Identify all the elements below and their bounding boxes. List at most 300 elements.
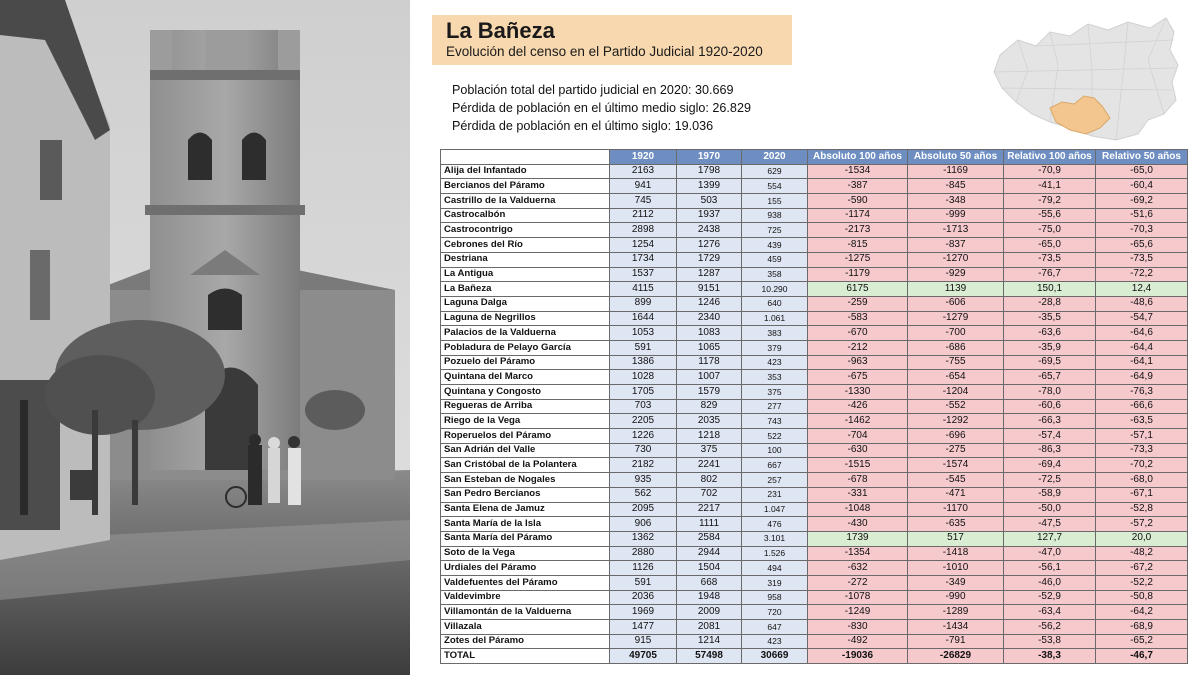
population-1970-cell: 1729 — [677, 252, 742, 267]
change-rel50-cell: -65,0 — [1096, 164, 1188, 179]
population-1970-cell: 2081 — [677, 620, 742, 635]
population-1970-cell: 1276 — [677, 238, 742, 253]
population-1970-cell: 2035 — [677, 414, 742, 429]
column-header: 1970 — [677, 150, 742, 165]
change-rel50-cell: -50,8 — [1096, 590, 1188, 605]
population-2020-cell: 30669 — [742, 649, 808, 664]
change-rel50-cell: -68,9 — [1096, 620, 1188, 635]
change-rel100-cell: -46,0 — [1004, 575, 1096, 590]
population-1920-cell: 906 — [610, 517, 677, 532]
change-abs100-cell: -19036 — [808, 649, 908, 664]
change-abs50-cell: -1279 — [908, 311, 1004, 326]
province-locator-map — [988, 10, 1183, 145]
population-1920-cell: 1028 — [610, 370, 677, 385]
change-rel50-cell: -63,5 — [1096, 414, 1188, 429]
change-abs100-cell: -1534 — [808, 164, 908, 179]
population-1920-cell: 49705 — [610, 649, 677, 664]
change-rel50-cell: -68,0 — [1096, 473, 1188, 488]
change-rel50-cell: -73,5 — [1096, 252, 1188, 267]
population-1920-cell: 1362 — [610, 531, 677, 546]
change-rel100-cell: -52,9 — [1004, 590, 1096, 605]
change-rel50-cell: -65,6 — [1096, 238, 1188, 253]
change-rel100-cell: -86,3 — [1004, 443, 1096, 458]
change-rel50-cell: -69,2 — [1096, 194, 1188, 209]
change-rel100-cell: -35,5 — [1004, 311, 1096, 326]
table-row — [441, 252, 1188, 267]
population-2020-cell: 725 — [742, 223, 808, 238]
column-header: Relativo 100 años — [1004, 150, 1096, 165]
table-row — [441, 282, 1188, 297]
population-1970-cell: 802 — [677, 473, 742, 488]
change-abs100-cell: -815 — [808, 238, 908, 253]
table-body — [441, 164, 1188, 663]
table-row — [441, 179, 1188, 194]
change-rel100-cell: -65,0 — [1004, 238, 1096, 253]
change-abs100-cell: 1739 — [808, 531, 908, 546]
table-row — [441, 546, 1188, 561]
change-abs100-cell: -331 — [808, 487, 908, 502]
municipality-name: Regueras de Arriba — [441, 399, 610, 414]
population-1920-cell: 2898 — [610, 223, 677, 238]
population-2020-cell: 379 — [742, 340, 808, 355]
population-1920-cell: 2205 — [610, 414, 677, 429]
change-abs100-cell: -678 — [808, 473, 908, 488]
change-rel100-cell: 127,7 — [1004, 531, 1096, 546]
change-abs50-cell: -1292 — [908, 414, 1004, 429]
change-abs50-cell: -791 — [908, 634, 1004, 649]
population-1920-cell: 1254 — [610, 238, 677, 253]
population-1970-cell: 1111 — [677, 517, 742, 532]
table-row — [441, 575, 1188, 590]
population-2020-cell: 358 — [742, 267, 808, 282]
change-rel100-cell: -72,5 — [1004, 473, 1096, 488]
municipality-name: Alija del Infantado — [441, 164, 610, 179]
change-abs50-cell: 1139 — [908, 282, 1004, 297]
municipality-name: Soto de la Vega — [441, 546, 610, 561]
change-abs100-cell: -590 — [808, 194, 908, 209]
change-abs50-cell: -1010 — [908, 561, 1004, 576]
population-1970-cell: 1065 — [677, 340, 742, 355]
population-1970-cell: 1504 — [677, 561, 742, 576]
population-2020-cell: 375 — [742, 385, 808, 400]
population-2020-cell: 554 — [742, 179, 808, 194]
change-rel50-cell: 12,4 — [1096, 282, 1188, 297]
municipality-name: Villazala — [441, 620, 610, 635]
population-1920-cell: 915 — [610, 634, 677, 649]
table-row — [441, 590, 1188, 605]
change-rel100-cell: -47,0 — [1004, 546, 1096, 561]
change-rel100-cell: -35,9 — [1004, 340, 1096, 355]
table-row — [441, 473, 1188, 488]
change-rel50-cell: -51,6 — [1096, 208, 1188, 223]
change-rel100-cell: -60,6 — [1004, 399, 1096, 414]
population-2020-cell: 1.047 — [742, 502, 808, 517]
change-rel50-cell: -52,8 — [1096, 502, 1188, 517]
population-1920-cell: 2163 — [610, 164, 677, 179]
population-1920-cell: 899 — [610, 296, 677, 311]
population-1920-cell: 745 — [610, 194, 677, 209]
population-2020-cell: 522 — [742, 429, 808, 444]
change-abs100-cell: -630 — [808, 443, 908, 458]
table-row — [441, 311, 1188, 326]
change-rel50-cell: -60,4 — [1096, 179, 1188, 194]
population-1970-cell: 2340 — [677, 311, 742, 326]
change-abs50-cell: -471 — [908, 487, 1004, 502]
table-row — [441, 385, 1188, 400]
page-title: La Bañeza — [446, 18, 555, 43]
change-abs100-cell: -492 — [808, 634, 908, 649]
change-abs50-cell: -686 — [908, 340, 1004, 355]
change-abs50-cell: -654 — [908, 370, 1004, 385]
municipality-name: Quintana del Marco — [441, 370, 610, 385]
change-abs50-cell: -1169 — [908, 164, 1004, 179]
change-abs100-cell: -212 — [808, 340, 908, 355]
table-row — [441, 458, 1188, 473]
change-abs100-cell: -1515 — [808, 458, 908, 473]
change-abs100-cell: -675 — [808, 370, 908, 385]
municipality-name: Bercianos del Páramo — [441, 179, 610, 194]
table-row — [441, 370, 1188, 385]
population-1970-cell: 375 — [677, 443, 742, 458]
table-row — [441, 164, 1188, 179]
population-2020-cell: 667 — [742, 458, 808, 473]
municipality-name: Riego de la Vega — [441, 414, 610, 429]
stat-loss-century: Pérdida de población en el último siglo: 19.036 — [452, 119, 714, 133]
change-abs50-cell: -845 — [908, 179, 1004, 194]
municipality-name: Pobladura de Pelayo García — [441, 340, 610, 355]
change-rel100-cell: -50,0 — [1004, 502, 1096, 517]
change-abs50-cell: -349 — [908, 575, 1004, 590]
table-row — [441, 634, 1188, 649]
municipality-name: San Adrián del Valle — [441, 443, 610, 458]
change-rel50-cell: -64,2 — [1096, 605, 1188, 620]
change-rel100-cell: -66,3 — [1004, 414, 1096, 429]
municipality-name: Valdefuentes del Páramo — [441, 575, 610, 590]
change-rel100-cell: -69,4 — [1004, 458, 1096, 473]
change-rel100-cell: -76,7 — [1004, 267, 1096, 282]
table-total-row — [441, 649, 1188, 664]
population-1970-cell: 1007 — [677, 370, 742, 385]
change-rel50-cell: -67,2 — [1096, 561, 1188, 576]
population-1970-cell: 1948 — [677, 590, 742, 605]
change-abs100-cell: -1275 — [808, 252, 908, 267]
change-rel100-cell: -47,5 — [1004, 517, 1096, 532]
change-abs50-cell: -755 — [908, 355, 1004, 370]
change-abs50-cell: -837 — [908, 238, 1004, 253]
municipality-name: Santa Elena de Jamuz — [441, 502, 610, 517]
change-abs50-cell: -275 — [908, 443, 1004, 458]
population-1970-cell: 1399 — [677, 179, 742, 194]
population-1920-cell: 591 — [610, 575, 677, 590]
change-rel50-cell: -64,1 — [1096, 355, 1188, 370]
population-1920-cell: 4115 — [610, 282, 677, 297]
column-header: 2020 — [742, 150, 808, 165]
change-rel50-cell: -72,2 — [1096, 267, 1188, 282]
change-rel100-cell: -56,2 — [1004, 620, 1096, 635]
population-1970-cell: 2944 — [677, 546, 742, 561]
population-1920-cell: 2112 — [610, 208, 677, 223]
population-2020-cell: 100 — [742, 443, 808, 458]
change-abs50-cell: -696 — [908, 429, 1004, 444]
change-abs100-cell: -426 — [808, 399, 908, 414]
table-row — [441, 208, 1188, 223]
change-rel100-cell: -56,1 — [1004, 561, 1096, 576]
change-abs50-cell: -348 — [908, 194, 1004, 209]
change-abs50-cell: -999 — [908, 208, 1004, 223]
change-rel100-cell: 150,1 — [1004, 282, 1096, 297]
population-2020-cell: 640 — [742, 296, 808, 311]
change-abs50-cell: -545 — [908, 473, 1004, 488]
change-rel50-cell: -64,4 — [1096, 340, 1188, 355]
census-table — [440, 149, 1188, 664]
change-rel50-cell: -48,6 — [1096, 296, 1188, 311]
population-1920-cell: 1126 — [610, 561, 677, 576]
header-corner — [441, 150, 610, 165]
change-rel50-cell: -76,3 — [1096, 385, 1188, 400]
population-1920-cell: 2880 — [610, 546, 677, 561]
table-row — [441, 326, 1188, 341]
change-rel100-cell: -63,4 — [1004, 605, 1096, 620]
change-abs100-cell: -430 — [808, 517, 908, 532]
population-2020-cell: 10.290 — [742, 282, 808, 297]
population-2020-cell: 494 — [742, 561, 808, 576]
change-rel100-cell: -28,8 — [1004, 296, 1096, 311]
population-1920-cell: 941 — [610, 179, 677, 194]
change-abs100-cell: -272 — [808, 575, 908, 590]
municipality-name: Pozuelo del Páramo — [441, 355, 610, 370]
change-rel50-cell: -54,7 — [1096, 311, 1188, 326]
table-row — [441, 399, 1188, 414]
population-1970-cell: 1083 — [677, 326, 742, 341]
change-abs100-cell: -387 — [808, 179, 908, 194]
change-rel50-cell: -64,6 — [1096, 326, 1188, 341]
population-1920-cell: 1537 — [610, 267, 677, 282]
change-rel100-cell: -41,1 — [1004, 179, 1096, 194]
column-header: Relativo 50 años — [1096, 150, 1188, 165]
municipality-name: Quintana y Congosto — [441, 385, 610, 400]
change-abs100-cell: -632 — [808, 561, 908, 576]
population-2020-cell: 155 — [742, 194, 808, 209]
municipality-name: Laguna Dalga — [441, 296, 610, 311]
change-rel50-cell: -57,1 — [1096, 429, 1188, 444]
change-abs50-cell: -700 — [908, 326, 1004, 341]
stat-total-population: Población total del partido judicial en 2020: 30.669 — [452, 83, 734, 97]
population-1970-cell: 9151 — [677, 282, 742, 297]
population-2020-cell: 629 — [742, 164, 808, 179]
population-1920-cell: 703 — [610, 399, 677, 414]
table-row — [441, 429, 1188, 444]
population-1970-cell: 1246 — [677, 296, 742, 311]
population-2020-cell: 958 — [742, 590, 808, 605]
population-1920-cell: 935 — [610, 473, 677, 488]
municipality-name: Palacios de la Valduerna — [441, 326, 610, 341]
change-rel50-cell: -48,2 — [1096, 546, 1188, 561]
change-abs50-cell: -552 — [908, 399, 1004, 414]
change-rel50-cell: -52,2 — [1096, 575, 1188, 590]
population-1920-cell: 1477 — [610, 620, 677, 635]
population-1970-cell: 1178 — [677, 355, 742, 370]
municipality-name: Urdiales del Páramo — [441, 561, 610, 576]
population-2020-cell: 476 — [742, 517, 808, 532]
population-1920-cell: 2036 — [610, 590, 677, 605]
table-row — [441, 340, 1188, 355]
population-1970-cell: 1798 — [677, 164, 742, 179]
change-abs100-cell: -2173 — [808, 223, 908, 238]
change-rel50-cell: -73,3 — [1096, 443, 1188, 458]
table-row — [441, 487, 1188, 502]
table-row — [441, 355, 1188, 370]
municipality-name: Castrocalbón — [441, 208, 610, 223]
change-rel50-cell: -64,9 — [1096, 370, 1188, 385]
population-2020-cell: 423 — [742, 355, 808, 370]
column-header: Absoluto 100 años — [808, 150, 908, 165]
table-row — [441, 502, 1188, 517]
table-row — [441, 605, 1188, 620]
population-1920-cell: 1734 — [610, 252, 677, 267]
column-header: 1920 — [610, 150, 677, 165]
table-row — [441, 531, 1188, 546]
change-abs100-cell: -963 — [808, 355, 908, 370]
population-2020-cell: 743 — [742, 414, 808, 429]
population-1970-cell: 2438 — [677, 223, 742, 238]
municipality-name: San Esteban de Nogales — [441, 473, 610, 488]
change-abs50-cell: -1270 — [908, 252, 1004, 267]
change-rel100-cell: -73,5 — [1004, 252, 1096, 267]
population-1920-cell: 730 — [610, 443, 677, 458]
municipality-name: La Bañeza — [441, 282, 610, 297]
population-1970-cell: 1214 — [677, 634, 742, 649]
change-rel100-cell: -57,4 — [1004, 429, 1096, 444]
change-abs50-cell: -1170 — [908, 502, 1004, 517]
change-rel50-cell: -65,2 — [1096, 634, 1188, 649]
table-header-row — [441, 150, 1188, 165]
population-1970-cell: 503 — [677, 194, 742, 209]
column-header: Absoluto 50 años — [908, 150, 1004, 165]
population-1920-cell: 1969 — [610, 605, 677, 620]
change-abs50-cell: -635 — [908, 517, 1004, 532]
population-2020-cell: 257 — [742, 473, 808, 488]
population-2020-cell: 319 — [742, 575, 808, 590]
change-abs100-cell: -1048 — [808, 502, 908, 517]
municipality-name: Santa María de la Isla — [441, 517, 610, 532]
municipality-name: La Antigua — [441, 267, 610, 282]
change-rel50-cell: -70,2 — [1096, 458, 1188, 473]
change-rel100-cell: -70,9 — [1004, 164, 1096, 179]
stat-loss-half-century: Pérdida de población en el último medio siglo: 26.829 — [452, 101, 751, 115]
population-1970-cell: 829 — [677, 399, 742, 414]
municipality-name: Castrillo de la Valduerna — [441, 194, 610, 209]
change-abs50-cell: -929 — [908, 267, 1004, 282]
change-rel100-cell: -65,7 — [1004, 370, 1096, 385]
population-1920-cell: 1705 — [610, 385, 677, 400]
population-1970-cell: 1287 — [677, 267, 742, 282]
change-abs50-cell: -1574 — [908, 458, 1004, 473]
municipality-name: Zotes del Páramo — [441, 634, 610, 649]
table-row — [441, 223, 1188, 238]
population-2020-cell: 3.101 — [742, 531, 808, 546]
change-rel100-cell: -75,0 — [1004, 223, 1096, 238]
table-row — [441, 267, 1188, 282]
change-abs100-cell: -583 — [808, 311, 908, 326]
table-row — [441, 443, 1188, 458]
change-rel50-cell: -67,1 — [1096, 487, 1188, 502]
population-2020-cell: 353 — [742, 370, 808, 385]
municipality-name: Villamontán de la Valduerna — [441, 605, 610, 620]
table-row — [441, 194, 1188, 209]
change-rel100-cell: -79,2 — [1004, 194, 1096, 209]
municipality-name: San Pedro Bercianos — [441, 487, 610, 502]
population-1970-cell: 2241 — [677, 458, 742, 473]
population-2020-cell: 938 — [742, 208, 808, 223]
population-1920-cell: 1386 — [610, 355, 677, 370]
population-1970-cell: 2009 — [677, 605, 742, 620]
change-rel100-cell: -55,6 — [1004, 208, 1096, 223]
change-abs50-cell: -26829 — [908, 649, 1004, 664]
municipality-name: Cebrones del Río — [441, 238, 610, 253]
population-2020-cell: 231 — [742, 487, 808, 502]
population-2020-cell: 1.061 — [742, 311, 808, 326]
change-abs100-cell: -1078 — [808, 590, 908, 605]
population-1920-cell: 591 — [610, 340, 677, 355]
municipality-name: San Cristóbal de la Polantera — [441, 458, 610, 473]
municipality-name: Roperuelos del Páramo — [441, 429, 610, 444]
municipality-name: Laguna de Negrillos — [441, 311, 610, 326]
change-rel50-cell: 20,0 — [1096, 531, 1188, 546]
population-1970-cell: 1218 — [677, 429, 742, 444]
change-rel100-cell: -38,3 — [1004, 649, 1096, 664]
change-rel100-cell: -63,6 — [1004, 326, 1096, 341]
population-1970-cell: 1937 — [677, 208, 742, 223]
population-2020-cell: 647 — [742, 620, 808, 635]
population-2020-cell: 439 — [742, 238, 808, 253]
change-rel100-cell: -58,9 — [1004, 487, 1096, 502]
change-abs50-cell: 517 — [908, 531, 1004, 546]
population-1920-cell: 1644 — [610, 311, 677, 326]
municipality-name: Destriana — [441, 252, 610, 267]
municipality-name: Castrocontrigo — [441, 223, 610, 238]
change-rel50-cell: -70,3 — [1096, 223, 1188, 238]
title-box — [432, 15, 792, 65]
change-abs50-cell: -990 — [908, 590, 1004, 605]
table-row — [441, 620, 1188, 635]
population-1970-cell: 702 — [677, 487, 742, 502]
population-1970-cell: 668 — [677, 575, 742, 590]
change-abs100-cell: -1179 — [808, 267, 908, 282]
change-abs100-cell: -1174 — [808, 208, 908, 223]
population-1920-cell: 2095 — [610, 502, 677, 517]
change-rel100-cell: -69,5 — [1004, 355, 1096, 370]
change-abs100-cell: -1249 — [808, 605, 908, 620]
total-label: TOTAL — [441, 649, 610, 664]
population-1920-cell: 2182 — [610, 458, 677, 473]
municipality-name: Valdevimbre — [441, 590, 610, 605]
population-2020-cell: 720 — [742, 605, 808, 620]
change-rel50-cell: -46,7 — [1096, 649, 1188, 664]
population-1970-cell: 2584 — [677, 531, 742, 546]
population-1920-cell: 1226 — [610, 429, 677, 444]
change-abs50-cell: -1204 — [908, 385, 1004, 400]
table-row — [441, 517, 1188, 532]
population-1970-cell: 57498 — [677, 649, 742, 664]
table-row — [441, 561, 1188, 576]
table-row — [441, 238, 1188, 253]
population-2020-cell: 383 — [742, 326, 808, 341]
church-tower-photo — [0, 0, 410, 675]
municipality-name: Santa María del Páramo — [441, 531, 610, 546]
change-abs100-cell: -1330 — [808, 385, 908, 400]
change-abs50-cell: -1713 — [908, 223, 1004, 238]
population-1920-cell: 1053 — [610, 326, 677, 341]
